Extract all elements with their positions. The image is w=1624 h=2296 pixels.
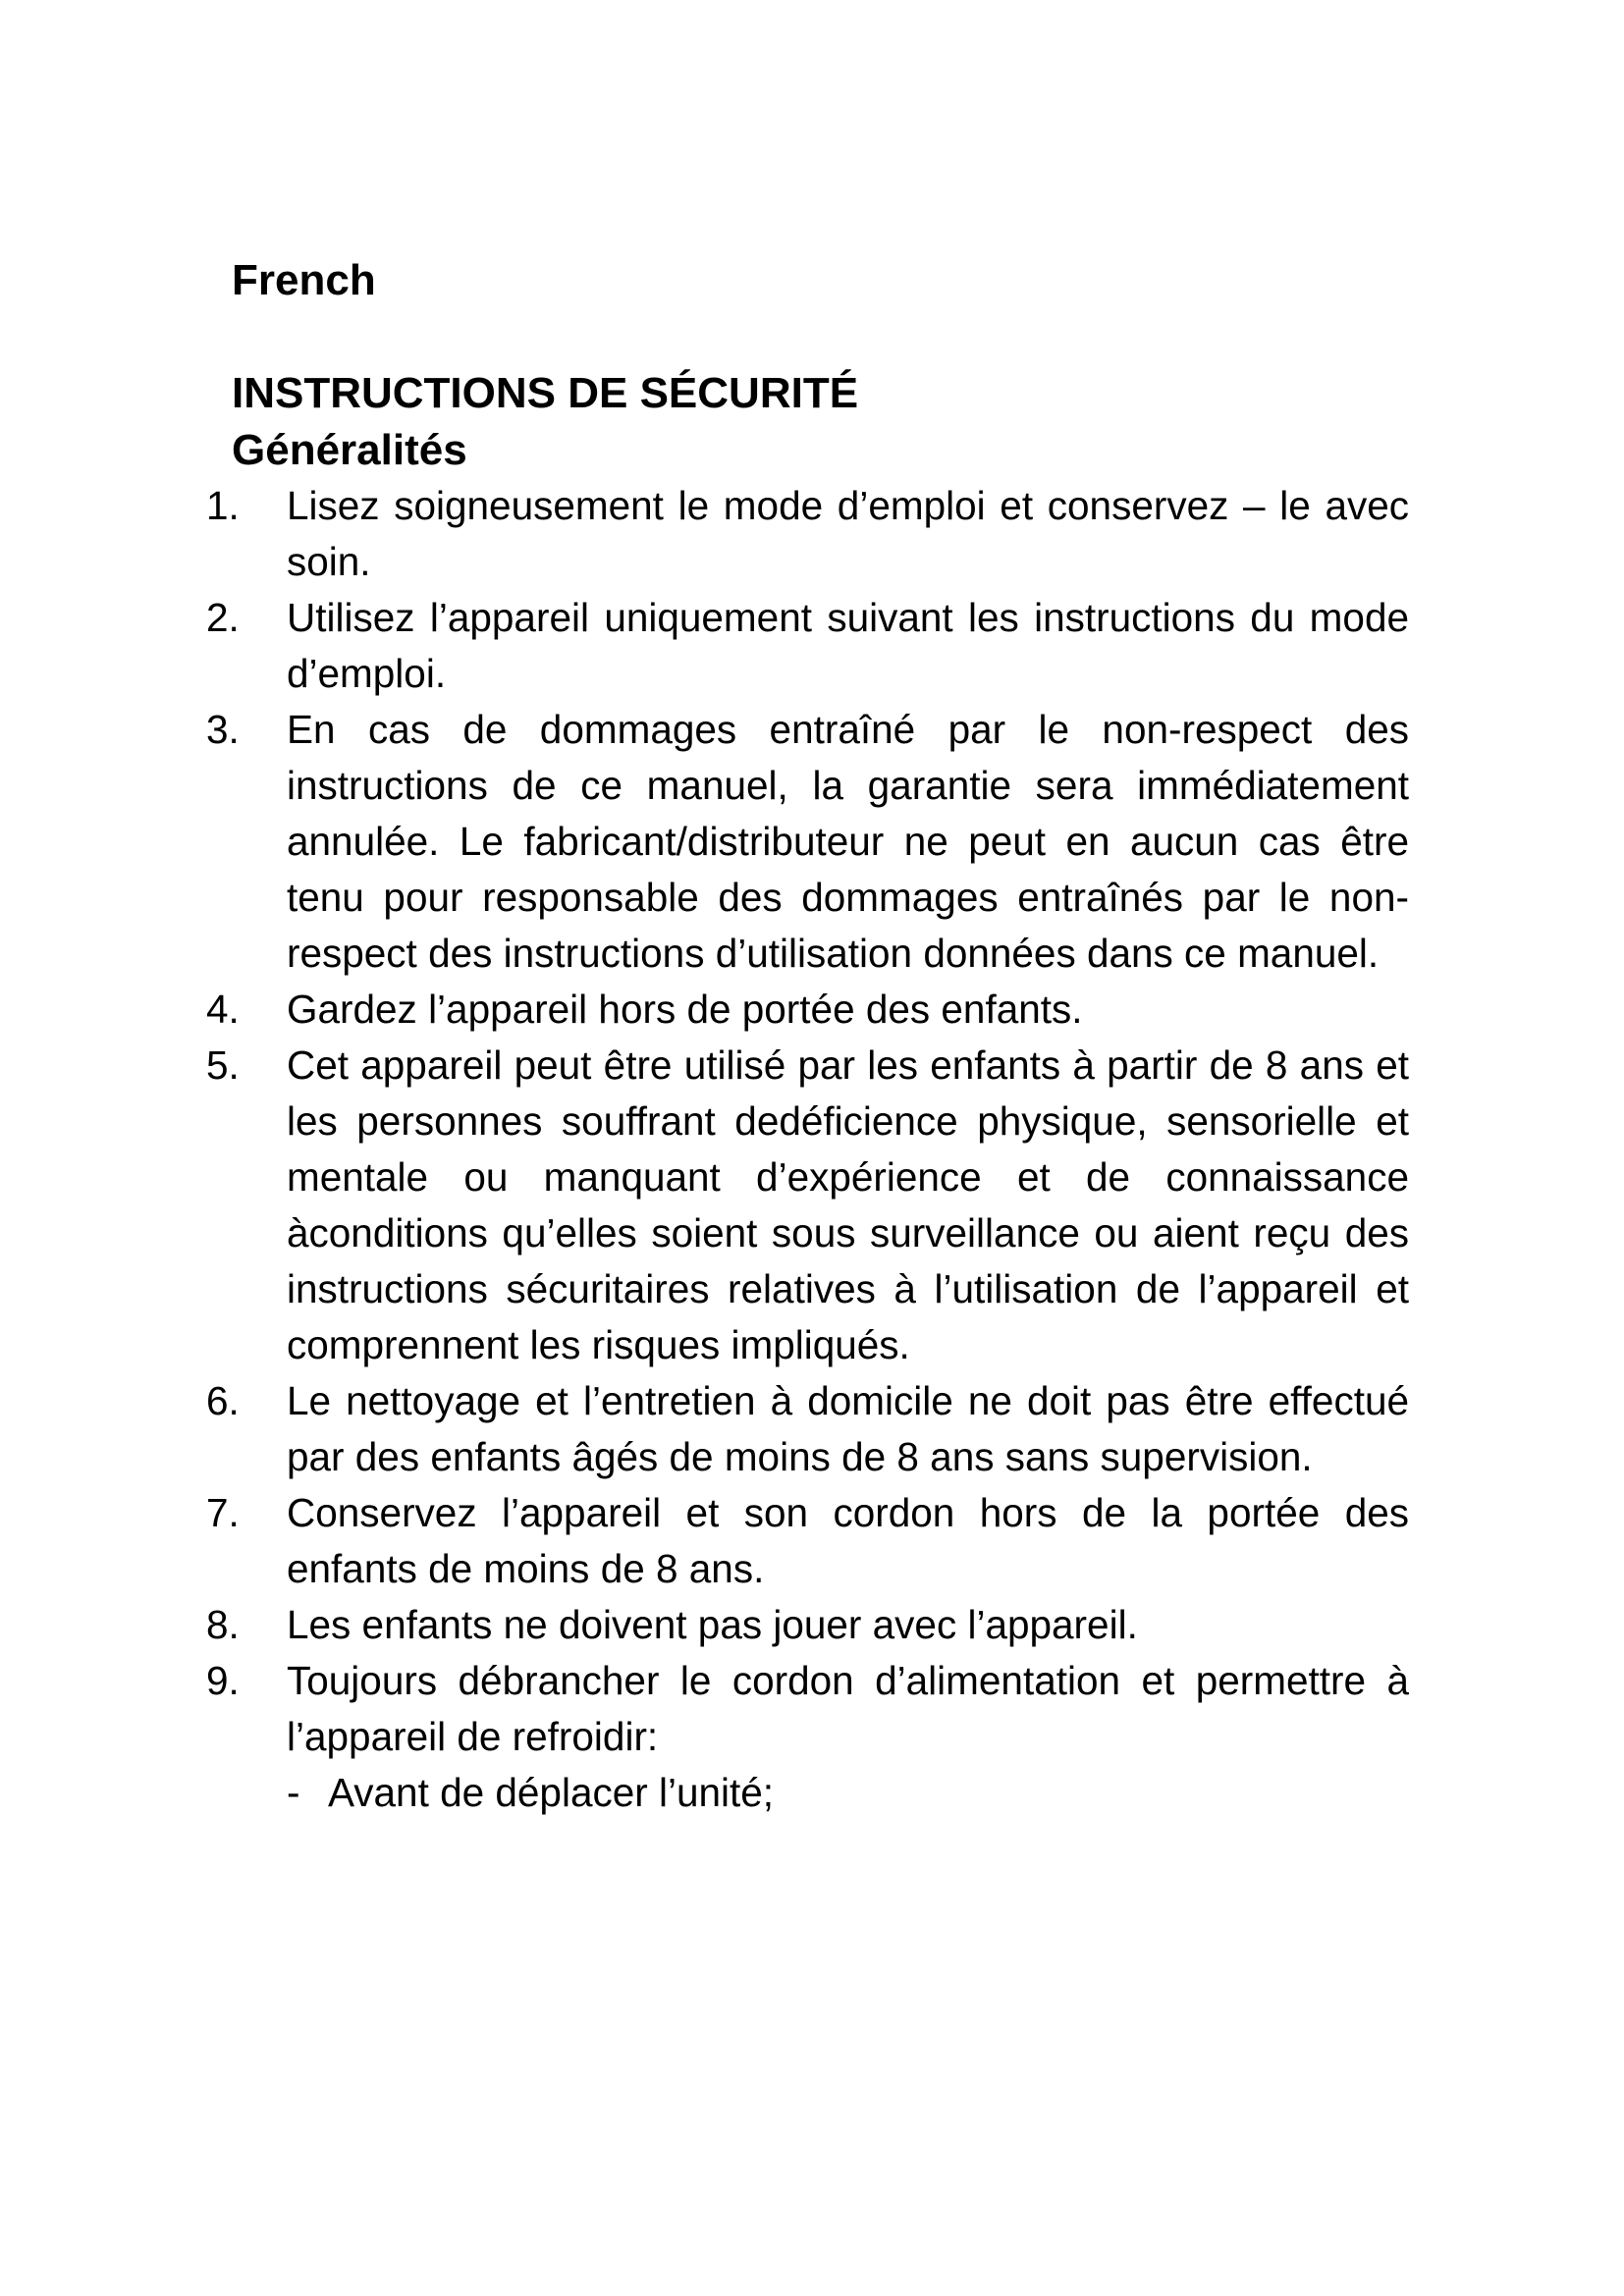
item-number: 7. [206,1490,240,1535]
item-number: 4. [206,987,240,1032]
item-number: 2. [206,595,240,640]
item-text: Utilisez l’appareil uniquement suivant les instructions du mode d’emploi. [287,595,1409,696]
item-text: Le nettoyage et l’entretien à domicile ne doit pas être effectué par des enfants âgés de moins de 8 ans sans supervision. [287,1378,1409,1479]
item-text: Gardez l’appareil hors de portée des enfants. [287,987,1083,1032]
item-text: Conservez l’appareil et son cordon hors de la portée des enfants de moins de 8 ans. [287,1490,1409,1591]
item-number: 9. [206,1658,240,1703]
item-number: 1. [206,483,240,528]
list-item [206,702,1409,982]
item-number: 3. [206,707,240,752]
sub-list-item [287,1765,1409,1821]
item-text: Lisez soigneusement le mode d’emploi et conservez – le avec soin. [287,483,1409,584]
list-item [206,1653,1409,1821]
item-text: Cet appareil peut être utilisé par les enfants à partir de 8 ans et les personnes souffrant dedéficience physique, sensorielle et mentale ou manquant d’expérience et de connaissance àconditions qu’elles soient sous surveillance ou aient reçu des instructions sécuritaires relatives à l’utilisation de l’appareil et comprennent les risques impliqués. [287,1042,1409,1367]
subsection-title: Généralités [232,426,467,474]
list-item [206,982,1409,1038]
section-title: INSTRUCTIONS DE SÉCURITÉ [232,369,859,417]
item-number: 6. [206,1378,240,1423]
language-label: French [232,256,376,304]
safety-instructions-list [206,478,1409,1821]
item-text: Les enfants ne doivent pas jouer avec l’appareil. [287,1602,1138,1647]
list-item [206,590,1409,702]
list-item [206,1038,1409,1373]
list-item [206,1597,1409,1653]
sub-item-text: Avant de déplacer l’unité; [328,1770,775,1815]
item-text: Toujours débrancher le cordon d’alimentation et permettre à l’appareil de refroidir: [287,1658,1409,1759]
item-number: 8. [206,1602,240,1647]
list-item [206,1485,1409,1597]
item-number: 5. [206,1042,240,1088]
list-item [206,478,1409,590]
item-text: En cas de dommages entraîné par le non-respect des instructions de ce manuel, la garantie sera immédiatement annulée. Le fabricant/distributeur ne peut en aucun cas être tenu pour responsable des dommages entraînés par le non-respect des instructions d’utilisation données dans ce manuel. [287,707,1409,976]
sub-item-dash: - [287,1770,300,1815]
list-item [206,1373,1409,1485]
